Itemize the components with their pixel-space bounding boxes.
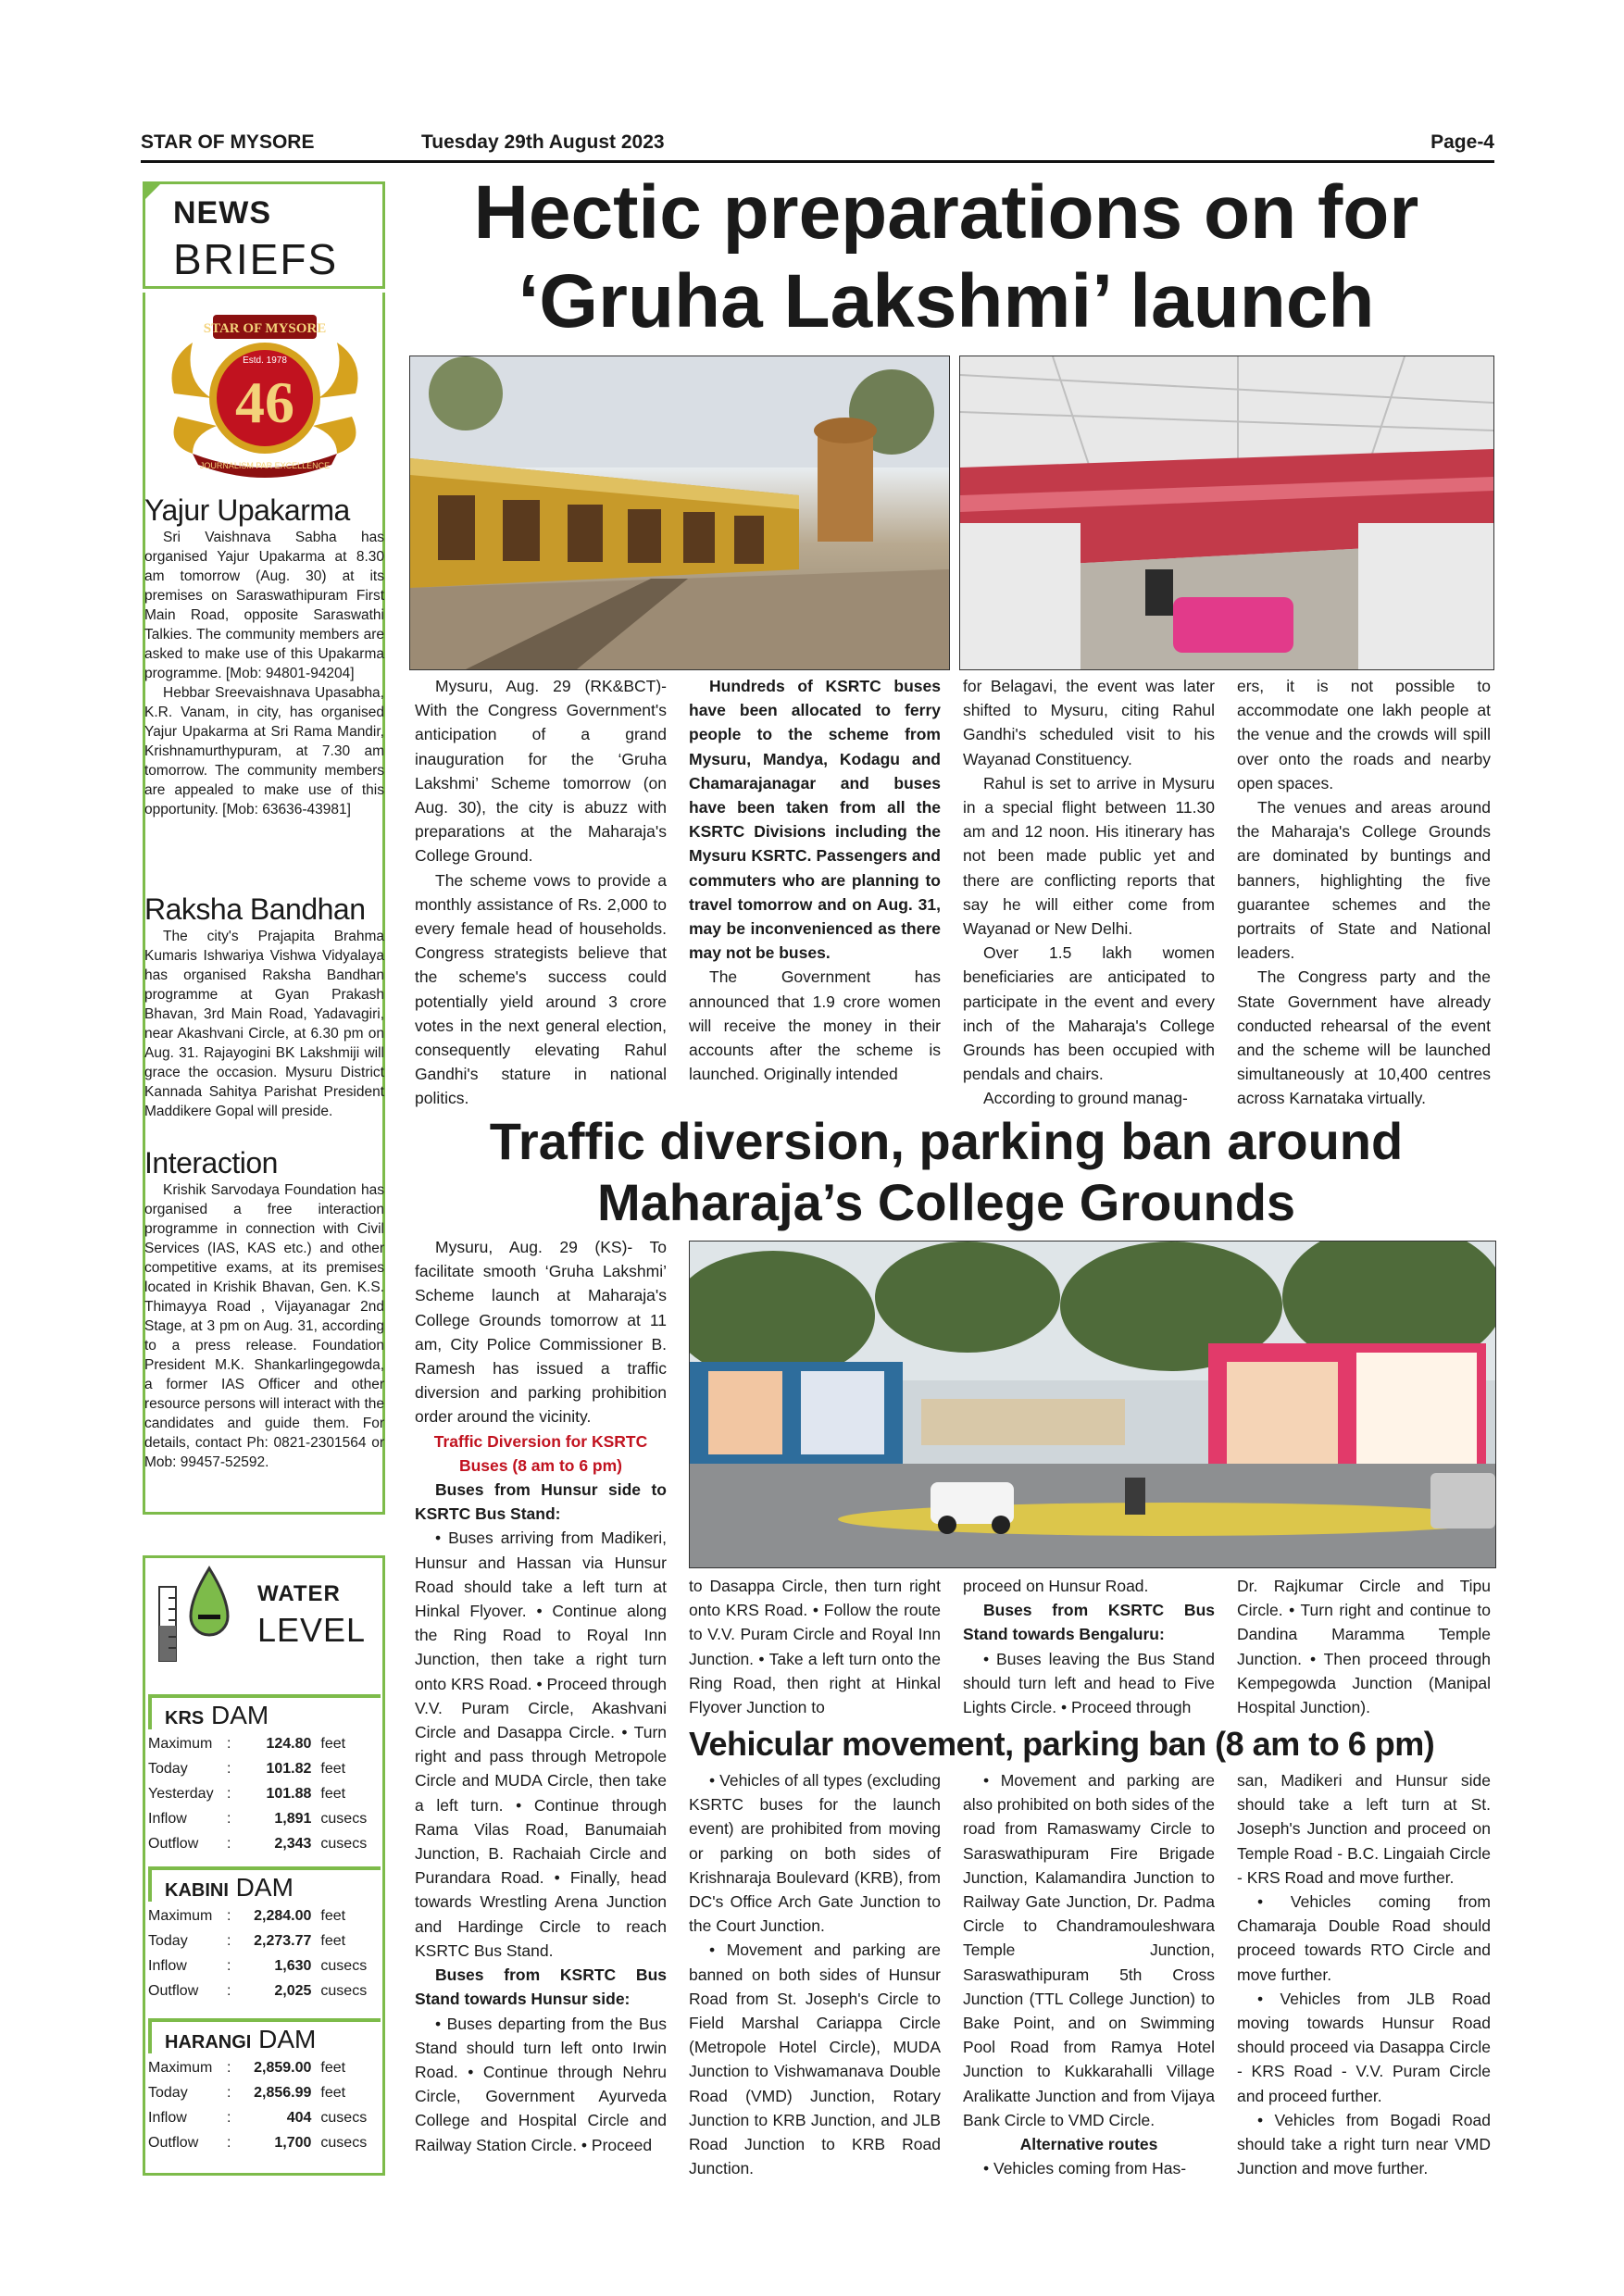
water-row-unit: feet (320, 1785, 346, 1802)
para: According to ground manag- (983, 1089, 1188, 1108)
story1-col2 (689, 674, 941, 1086)
water-row-value: 1,700 (274, 2134, 312, 2151)
svg-text:JOURNALISM PAR EXCELLENCE: JOURNALISM PAR EXCELLENCE (199, 461, 331, 470)
dam-word: DAM (258, 2025, 317, 2053)
water-row-unit: cusecs (320, 1835, 368, 1852)
water-row-unit: feet (320, 1907, 346, 1924)
water-row-value: 2,859.00 (254, 2059, 312, 2076)
para: The Government has announced that 1.9 crore women will receive the money in their accounts after the scheme is launched. Originally intended (689, 967, 941, 1084)
water-row-unit: cusecs (320, 1957, 368, 1974)
water-row-value: 2,284.00 (254, 1907, 312, 1924)
para: The Congress party and the State Government have already conducted rehearsal of the event and the scheme will be launched simultaneously at 10,400 centres across Karnataka virtually. (1237, 967, 1491, 1108)
water-row-label: Today (148, 1932, 188, 1949)
para: • Movement and parking are banned on both sides of Hunsur Road from St. Joseph's Circle to Field Marshal Cariappa Circle (Metropole Hotel Circle), MUDA Junction to Vishwamanava Double Road (VMD) Junction, Rotary Junction to KRB Junction, and JLB Road Junction to KRB Road Junction. (689, 1940, 941, 2178)
water-row (148, 2055, 384, 2080)
water-row-unit: feet (320, 2084, 346, 2101)
brief-title: Interaction (144, 1146, 278, 1179)
water-row-label: Inflow (148, 1810, 187, 1827)
story2-col1 (415, 1235, 667, 2157)
story2-col3-bottom (963, 1768, 1215, 2180)
krs-dam-heading (148, 1694, 381, 1729)
water-row-label: Yesterday (148, 1785, 214, 1802)
water-row (148, 1731, 384, 1756)
masthead-rule (141, 160, 1494, 163)
kabini-table (148, 1903, 384, 2003)
para: • Vehicles coming from Chamaraja Double Road should proceed towards RTO Circle and move further. (1237, 1892, 1491, 1984)
para: to Dasappa Circle, then turn right onto KRS Road. • Follow the route to V.V. Puram Circle and Royal Inn Junction. • Take a left turn onto the Ring Road, then right at Hinkal Flyover Junction to (689, 1577, 941, 1717)
water-row-sep: : (226, 1982, 231, 1999)
water-row (148, 1978, 384, 2003)
water-row (148, 2130, 384, 2155)
para: • Movement and parking are also prohibited on both sides of the road from Ramaswamy Circle to Saraswathipuram Fire Brigade Junction, Kalamandira Junction to Railway Gate Junction, Dr. Padma Circle to Chandramouleshwara Temple Junction, Saraswathipuram 5th Cross Junction (TTL College Junction) to Bake Point, and on Swimming Pool Road from Ramya Hotel Junction to Kukkarahalli Village Aralikatte Junction and from Vijaya Bank Circle to VMD Circle. (963, 1771, 1215, 2129)
brief-interaction (144, 1145, 384, 1472)
water-row-sep: : (226, 2109, 231, 2126)
headline-line-2: ‘Gruha Lakshmi’ launch (518, 259, 1375, 343)
water-label: WATER (257, 1581, 341, 1606)
photo-stage-arch (409, 356, 950, 670)
water-row-value: 2,343 (274, 1835, 312, 1852)
brief-para: The city's Prajapita Brahma Kumaris Ishwariya Vishwa Vidyalaya has organised Raksha Bandhan programme at Gyan Prakash Bhavan, 3rd Main Road, Yadavagiri, near Akashvani Circle, at 6.30 pm on Aug. 31. Rajayogini BK Lakshmiji will grace the occasion. Mysuru District Kannada Sahitya Parishat President Maddikere Gopal will preside. (144, 929, 384, 1119)
briefs-label: BRIEFS (173, 235, 339, 283)
water-row-value: 2,856.99 (254, 2084, 312, 2101)
water-row-label: Maximum (148, 2059, 213, 2076)
dam-name: KRS (165, 1708, 205, 1728)
harangi-table (148, 2055, 384, 2155)
para: • Vehicles from JLB Road moving towards Hunsur Road should proceed via Dasappa Circle - KRS Road - V.V. Puram Circle and proceed further. (1237, 1989, 1491, 2105)
water-row-unit: feet (320, 1735, 346, 1752)
issue-date: Tuesday 29th August 2023 (421, 131, 665, 153)
para: proceed on Hunsur Road. (963, 1577, 1149, 1595)
star-of-mysore-logo (156, 306, 374, 481)
harangi-dam-heading (148, 2018, 381, 2053)
brief-title: Yajur Upakarma (144, 493, 350, 527)
news-briefs-box (143, 181, 385, 289)
para: Over 1.5 lakh women beneficiaries are anticipated to participate in the event and every inch of the Maharaja's College Grounds has been occupied with pendals and chairs. (963, 943, 1215, 1084)
water-row (148, 1831, 384, 1856)
para: • Buses leaving the Bus Stand should turn left and head to Five Lights Circle. • Proceed through (963, 1649, 1215, 1717)
para: The scheme vows to provide a monthly assistance of Rs. 2,000 to every female head of households. Congress strategists believe that the scheme's success could potentially yield around 3 crore votes in the next general election, consequently elevating Rahul Gandhi's stature in national politics. (415, 870, 667, 1108)
svg-text:Estd. 1978: Estd. 1978 (243, 356, 287, 366)
para: Dr. Rajkumar Circle and Tipu Circle. • Turn right and continue to Dandina Maramma Temple Junction. • Then proceed through Kempegowda Junction (Manipal Hospital Junction). (1237, 1577, 1491, 1717)
story2-col2-bottom (689, 1768, 941, 2180)
water-row-value: 1,891 (274, 1810, 312, 1827)
water-row-sep: : (226, 1957, 231, 1974)
water-row-sep: : (226, 2059, 231, 2076)
page-number: Page-4 (1430, 131, 1494, 153)
water-row-unit: feet (320, 1760, 346, 1777)
story1-col3 (963, 674, 1215, 1111)
dam-name: KABINI (165, 1880, 229, 1901)
story1-col1 (415, 674, 667, 1111)
water-row-sep: : (226, 1907, 231, 1924)
brief-title: Raksha Bandhan (144, 892, 366, 926)
paper-name: STAR OF MYSORE (141, 131, 315, 153)
water-row-sep: : (226, 2134, 231, 2151)
water-row-sep: : (226, 1810, 231, 1827)
para: • Buses departing from the Bus Stand should turn left onto Irwin Road. • Continue through Nehru Circle, Government Ayurveda College and Hospital Circle and Railway Station Circle. • Proceed (415, 2014, 667, 2154)
subhead: Buses from KSRTC Bus Stand towards Bengaluru: (963, 1601, 1215, 1644)
water-row-value: 2,025 (274, 1982, 312, 1999)
water-row-unit: feet (320, 1932, 346, 1949)
water-row-sep: : (226, 1932, 231, 1949)
red-subhead: Traffic Diversion for KSRTC Buses (8 am to 6 pm) (433, 1431, 648, 1475)
para: The venues and areas around the Maharaja's College Grounds are dominated by buntings and banners, highlighting the five guarantee schemes and the portraits of State and National leaders. (1237, 798, 1491, 963)
water-row-label: Today (148, 2084, 188, 2101)
water-row-sep: : (226, 1735, 231, 1752)
water-row-unit: cusecs (320, 2134, 368, 2151)
water-row (148, 1756, 384, 1781)
para: • Vehicles of all types (excluding KSRTC buses for the launch event) are prohibited from moving or parking on both sides of Krishnaraja Boulevard (KRB), from DC's Office Arch Gate Junction to the Court Junction. (689, 1771, 941, 1936)
water-row-sep: : (226, 1785, 231, 1802)
headline-line-1: Hectic preparations on for (473, 170, 1419, 255)
water-row-label: Outflow (148, 1835, 199, 1852)
para: • Buses arriving from Madikeri, Hunsur and Hassan via Hunsur Road should take a left turn at Hinkal Flyover. • Continue along the Ring Road to Royal Inn Junction, then take a right turn onto KRS Road. • Proceed through V.V. Puram Circle, Akashvani Circle and Dasappa Circle. • Turn right and pass through Metropole Circle and MUDA Circle, then take a left turn. • Continue through Rama Vilas Road, Banumaiah Junction, B. Rachaiah Circle and Purandara Road. • Finally, head towards Wrestling Arena Junction and Hardinge Circle to reach KSRTC Bus Stand. (415, 1529, 667, 1960)
para: for Belagavi, the event was later shifted to Mysuru, citing Rahul Gandhi's scheduled visit to his Wayanad Constituency. (963, 677, 1215, 768)
para: • Vehicles coming from Has- (983, 2159, 1187, 2178)
water-row-label: Inflow (148, 2109, 187, 2126)
dam-name: HARANGI (165, 2032, 252, 2053)
water-row (148, 1806, 384, 1831)
water-row-label: Outflow (148, 2134, 199, 2151)
krs-table (148, 1731, 384, 1856)
photo-venue-chairs (959, 356, 1494, 670)
level-label: LEVEL (257, 1611, 367, 1649)
photo-traffic-circle (689, 1241, 1496, 1568)
water-row (148, 1781, 384, 1806)
alt-routes-subhead: Alternative routes (1019, 2135, 1158, 2154)
para: ers, it is not possible to accommodate one lakh people at the venue and the crowds will spill over onto the roads and nearby open spaces. (1237, 677, 1491, 792)
subhead: Buses from Hunsur side to KSRTC Bus Stand: (415, 1480, 667, 1524)
water-row-value: 404 (286, 2109, 312, 2126)
water-gauge-icon (156, 1565, 239, 1666)
para: Rahul is set to arrive in Mysuru in a special flight between 11.30 am and 12 noon. His itinerary has not been made public yet and there are conflicting reports that say he will either come from Wayanad or New Delhi. (963, 773, 1215, 939)
water-row-value: 2,273.77 (254, 1932, 312, 1949)
water-row-unit: feet (320, 2059, 346, 2076)
water-row (148, 1903, 384, 1928)
water-row (148, 2105, 384, 2130)
brief-para: Hebbar Sreevaishnava Upasabha, K.R. Vanam, in city, has organised Yajur Upakarma at Sri Rama Mandir, Krishnamurthypuram, at 7.30 am tomorrow. The community members are appealed to make use of this opportunity. [Mob: 63636-43981] (144, 685, 384, 817)
story2-col4-top (1237, 1574, 1491, 1719)
water-row-sep: : (226, 1760, 231, 1777)
kabini-dam-heading (148, 1866, 381, 1902)
story1-col4 (1237, 674, 1491, 1111)
water-row-label: Inflow (148, 1957, 187, 1974)
brief-raksha-bandhan (144, 892, 384, 1121)
story2-col3-top (963, 1574, 1215, 1719)
water-row-label: Maximum (148, 1735, 213, 1752)
headline-line-2: Maharaja’s College Grounds (596, 1173, 1296, 1231)
para: san, Madikeri and Hunsur side should take a left turn at St. Joseph's Junction and proceed on Temple Road - B.C. Lingaiah Circle - KRS Road and move further. (1237, 1771, 1491, 1887)
water-row-unit: cusecs (320, 2109, 368, 2126)
svg-text:STAR OF MYSORE: STAR OF MYSORE (203, 321, 327, 336)
para-bold: Hundreds of KSRTC buses have been allocated to ferry people to the scheme from Mysuru, Mandya, Kodagu and Chamarajanagar and buses have been taken from all the KSRTC Divisions including the Mysuru KSRTC. Passengers and commuters who are planning to travel tomorrow and on Aug. 31, may be inconvenienced as there may not be buses. (689, 677, 941, 963)
brief-para: Sri Vaishnava Sabha has organised Yajur Upakarma at 8.30 am tomorrow (Aug. 30) at its premises on Saraswathipuram First Main Road, opposite Saraswathi Talkies. The community members are asked to make use of this Upakarma programme. [Mob: 94801-94204] (144, 530, 384, 681)
dam-word: DAM (235, 1873, 294, 1902)
water-row (148, 2080, 384, 2105)
story2-col4-bottom (1237, 1768, 1491, 2180)
vehicular-subheadline: Vehicular movement, parking ban (8 am to 6 pm) (689, 1725, 1435, 1763)
story1-headline (398, 168, 1494, 346)
water-row-sep: : (226, 2084, 231, 2101)
brief-yajur-upakarma (144, 493, 384, 819)
para: Mysuru, Aug. 29 (RK&BCT)- With the Congress Government's anticipation of a grand inauguration for the ‘Gruha Lakshmi’ Scheme tomorrow (on Aug. 30), the city is abuzz with preparations at the Maharaja's College Ground. (415, 677, 667, 866)
news-label: NEWS (173, 195, 271, 231)
story2-col2-top (689, 1574, 941, 1719)
brief-para: Krishik Sarvodaya Foundation has organised a free interaction programme in connection with Civil Services (IAS, KAS etc.) and other competitive exams, at its premises located in Krishik Bhavan, Gen. K.S. Thimayya Road , Vijayanagar 2nd Stage, at 3 pm on Aug. 31, according to a press release. Foundation President M.K. Shankarlingegowda, a former IAS Officer and other resource persons will interact with the candidates and guide them. For details, contact Ph: 0821-2301564 or Mob: 99457-52592. (144, 1182, 384, 1470)
water-row-value: 101.82 (266, 1760, 312, 1777)
water-row-label: Maximum (148, 1907, 213, 1924)
water-row-label: Today (148, 1760, 188, 1777)
subhead: Buses from KSRTC Bus Stand towards Hunsur side: (415, 1965, 667, 2009)
water-row-value: 101.88 (266, 1785, 312, 1802)
corner-flag-icon (143, 181, 163, 202)
svg-text:46: 46 (235, 369, 294, 435)
water-row-value: 1,630 (274, 1957, 312, 1974)
water-row (148, 1953, 384, 1978)
para: Mysuru, Aug. 29 (KS)- To facilitate smooth ‘Gruha Lakshmi’ Scheme launch at Maharaja's College Grounds tomorrow at 11 am, City Police Commissioner B. Ramesh has issued a traffic diversion and parking prohibition order around the vicinity. (415, 1238, 667, 1427)
water-row-label: Outflow (148, 1982, 199, 1999)
dam-word: DAM (211, 1701, 269, 1729)
headline-line-1: Traffic diversion, parking ban around (489, 1112, 1404, 1170)
water-row-sep: : (226, 1835, 231, 1852)
water-row (148, 1928, 384, 1953)
water-row-unit: cusecs (320, 1982, 368, 1999)
water-row-unit: cusecs (320, 1810, 368, 1827)
water-row-value: 124.80 (266, 1735, 312, 1752)
para: • Vehicles from Bogadi Road should take a right turn near VMD Junction and move further. (1237, 2110, 1491, 2178)
story2-headline (398, 1111, 1494, 1233)
